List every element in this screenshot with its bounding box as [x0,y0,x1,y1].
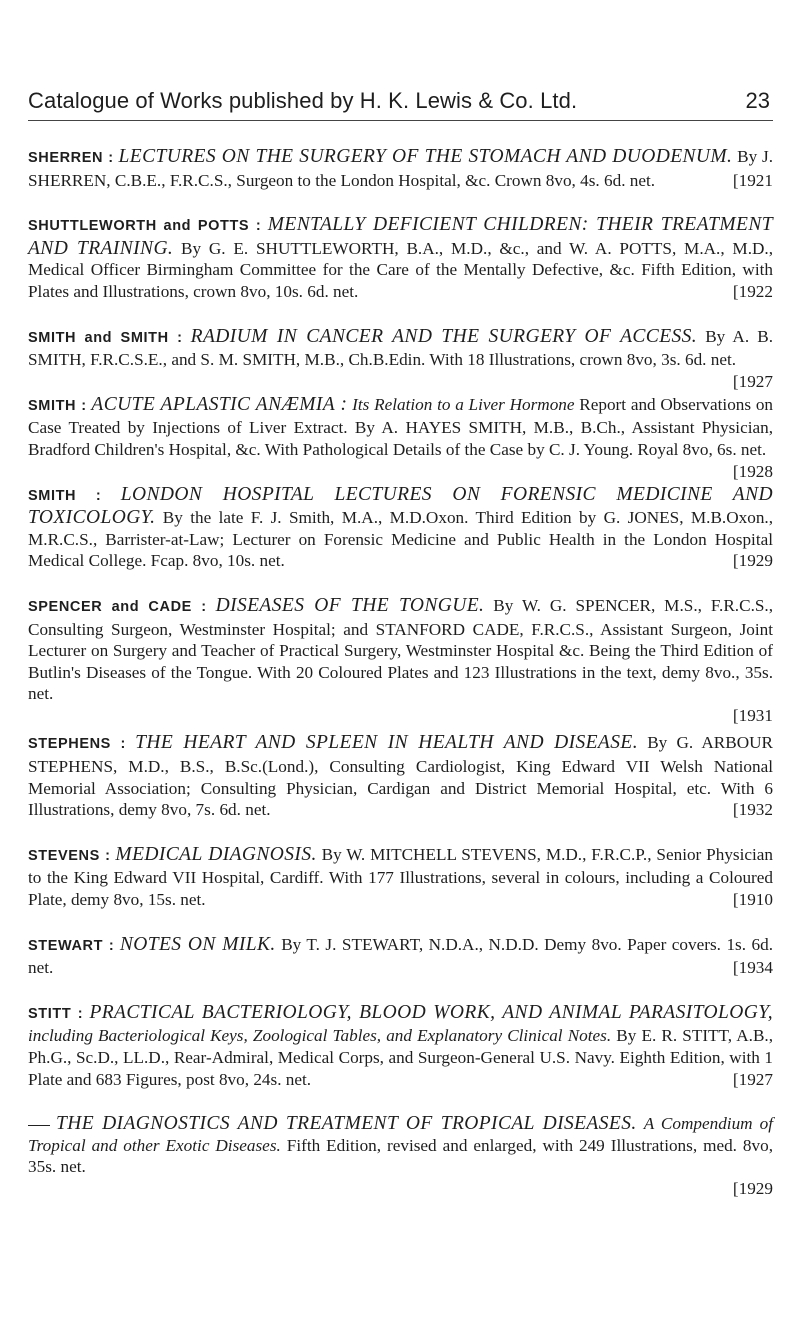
page-number: 23 [745,88,770,113]
entry-details: By T. J. STEWART, N.D.A., N.D.D. Demy 8vo. Paper covers. 1s. 6d. net. [28,934,773,978]
header-rule [28,120,773,121]
catalogue-entry [28,146,773,191]
catalogue-entry [28,484,773,572]
entry-title: RADIUM IN CANCER AND THE SURGERY OF ACCESS. [190,325,698,347]
entry-title: THE DIAGNOSTICS AND TREATMENT OF TROPICAL DISEASES. [56,1113,637,1135]
catalogue-entry [28,934,773,979]
entry-author: STEPHENS : [28,736,126,753]
entry-title: THE HEART AND SPLEEN IN HEALTH AND DISEASE. [135,732,638,754]
entry-details: Report and Observations on Case Treated by Injections of Liver Extract. By A. HAYES SMITH, M.B., B.Ch., Assistant Physician, Bradford Children's Hospital, &c. With Pathological Details of the Case by C. J. Young. Royal 8vo, 6s. net. [28,394,774,459]
entry-details: By E. R. STITT, A.B., Ph.G., Sc.D., LL.D., Rear-Admiral, Medical Corps, and Surgeon-General U.S. Navy. Eighth Edition, with 1 Plate and 683 Figures, post 8vo, 24s. net. [28,1026,774,1089]
entry-details: Fifth Edition, revised and enlarged, with 249 Illustrations, med. 8vo, 35s. net. [28,1135,774,1177]
entry-details: By A. B. SMITH, F.R.C.S.E., and S. M. SMITH, M.B., Ch.B.Edin. With 18 Illustrations, crown 8vo, 3s. 6d. net. [28,326,773,370]
catalogue-entry [28,595,773,727]
entry-year: [1927 [732,371,773,391]
entry-year: [1927 [732,1069,773,1089]
entry-title: PRACTICAL BACTERIOLOGY, BLOOD WORK, AND ANIMAL PARASITOLOGY, [89,1001,773,1023]
catalogue-page [28,0,773,1333]
entry-year: [1910 [732,890,773,910]
catalogue-entry [28,844,773,911]
entry-title: DISEASES OF THE TONGUE. [215,594,485,616]
entry-year: [1931 [732,705,773,725]
entry-subtitle: including Bacteriological Keys, Zoological Tables, and Explanatory Clinical Notes. [28,1026,612,1046]
entry-author: SMITH : [28,397,87,414]
entry-details: By J. SHERREN, C.B.E., F.R.C.S., Surgeon to the London Hospital, &c. Crown 8vo, 4s. 6d. net. [28,147,774,190]
entry-details: By the late F. J. Smith, M.A., M.D.Oxon. Third Edition by G. JONES, M.B.Oxon., M.R.C.S., Barrister-at-Law; Lecturer on Forensic Medicine and Public Health in the London Hospital Medical College. Fcap. 8vo, 10s. net. [28,508,774,571]
entry-author: SPENCER and CADE : [28,598,207,615]
entry-year: [1929 [732,1178,773,1198]
catalogue-entry [28,393,774,481]
entry-author: SHERREN : [28,150,114,166]
catalogue-entry [28,732,773,820]
entry-author: STITT : [28,1005,84,1022]
entry-year: [1922 [732,281,773,301]
entry-year: [1921 [732,170,773,190]
entry-year: [1928 [732,461,773,481]
entry-author: SMITH and SMITH : [28,329,183,346]
ditto-dash [28,1125,50,1126]
entry-details: By W. MITCHELL STEVENS, M.D., F.R.C.P., Senior Physician to the King Edward VII Hospital, Cardiff. With 177 Illustrations, several in colours, including a Coloured Plate, demy 8vo, 15s. net. [28,844,773,910]
entry-title: LONDON HOSPITAL LECTURES ON FORENSIC MEDICINE AND TOXICOLOGY. [28,483,774,529]
catalogue-entry [28,214,773,302]
entry-title: MENTALLY DEFICIENT CHILDREN: THEIR TREATMENT AND TRAINING. [28,214,774,259]
catalogue-entry [28,1002,773,1090]
catalogue-entry [28,325,773,391]
entry-title: MEDICAL DIAGNOSIS. [115,843,317,865]
entry-details: By W. G. SPENCER, M.S., F.R.C.S., Consulting Surgeon, Westminster Hospital; and STANFORD CADE, F.R.C.S., Assistant Surgeon, Joint Lecturer on Surgery and Teacher of Practical Surgery, Westminster Hospital &c. Being the Third Edition of Butlin's Diseases of the Tongue. With 20 Coloured Plates and 123 Illustrations in the text, demy 8vo., 35s. net. [28,595,774,704]
catalogue-entry [28,1113,773,1199]
entry-title: LECTURES ON THE SURGERY OF THE STOMACH AND DUODENUM. [118,146,733,167]
entry-author: SMITH : [28,487,102,504]
entry-year: [1932 [732,800,773,820]
entry-title: NOTES ON MILK. [119,933,276,955]
running-head [28,88,773,122]
running-head-title: Catalogue of Works published by H. K. Lewis & Co. Ltd. [28,88,578,113]
entries-list [28,146,773,1223]
entry-author: STEWART : [28,937,115,954]
entry-author: STEVENS : [28,847,111,864]
entry-subtitle: Its Relation to a Liver Hormone [352,394,575,414]
entry-details: By G. E. SHUTTLEWORTH, B.A., M.D., &c., and W. A. POTTS, M.A., M.D., Medical Officer Birmingham Committee for the Care of the Mentally Defective, &c. Fifth Edition, with Plates and Illustrations, crown 8vo, 10s. 6d. net. [28,238,774,301]
entry-title: ACUTE APLASTIC ANÆMIA : [91,393,348,415]
entry-subtitle: A Compendium of Tropical and other Exotic Diseases. [28,1114,774,1155]
entry-year: [1929 [732,551,773,571]
entry-year: [1934 [732,958,773,978]
entry-details: By G. ARBOUR STEPHENS, M.D., B.S., B.Sc.(Lond.), Consulting Cardiologist, King Edward VII Welsh National Memorial Association; Consulting Physician, Cardigan and District Memorial Hospital, etc. With 6 Illustrations, demy 8vo, 7s. 6d. net. [28,733,774,820]
entry-author: SHUTTLEWORTH and POTTS : [28,218,262,235]
